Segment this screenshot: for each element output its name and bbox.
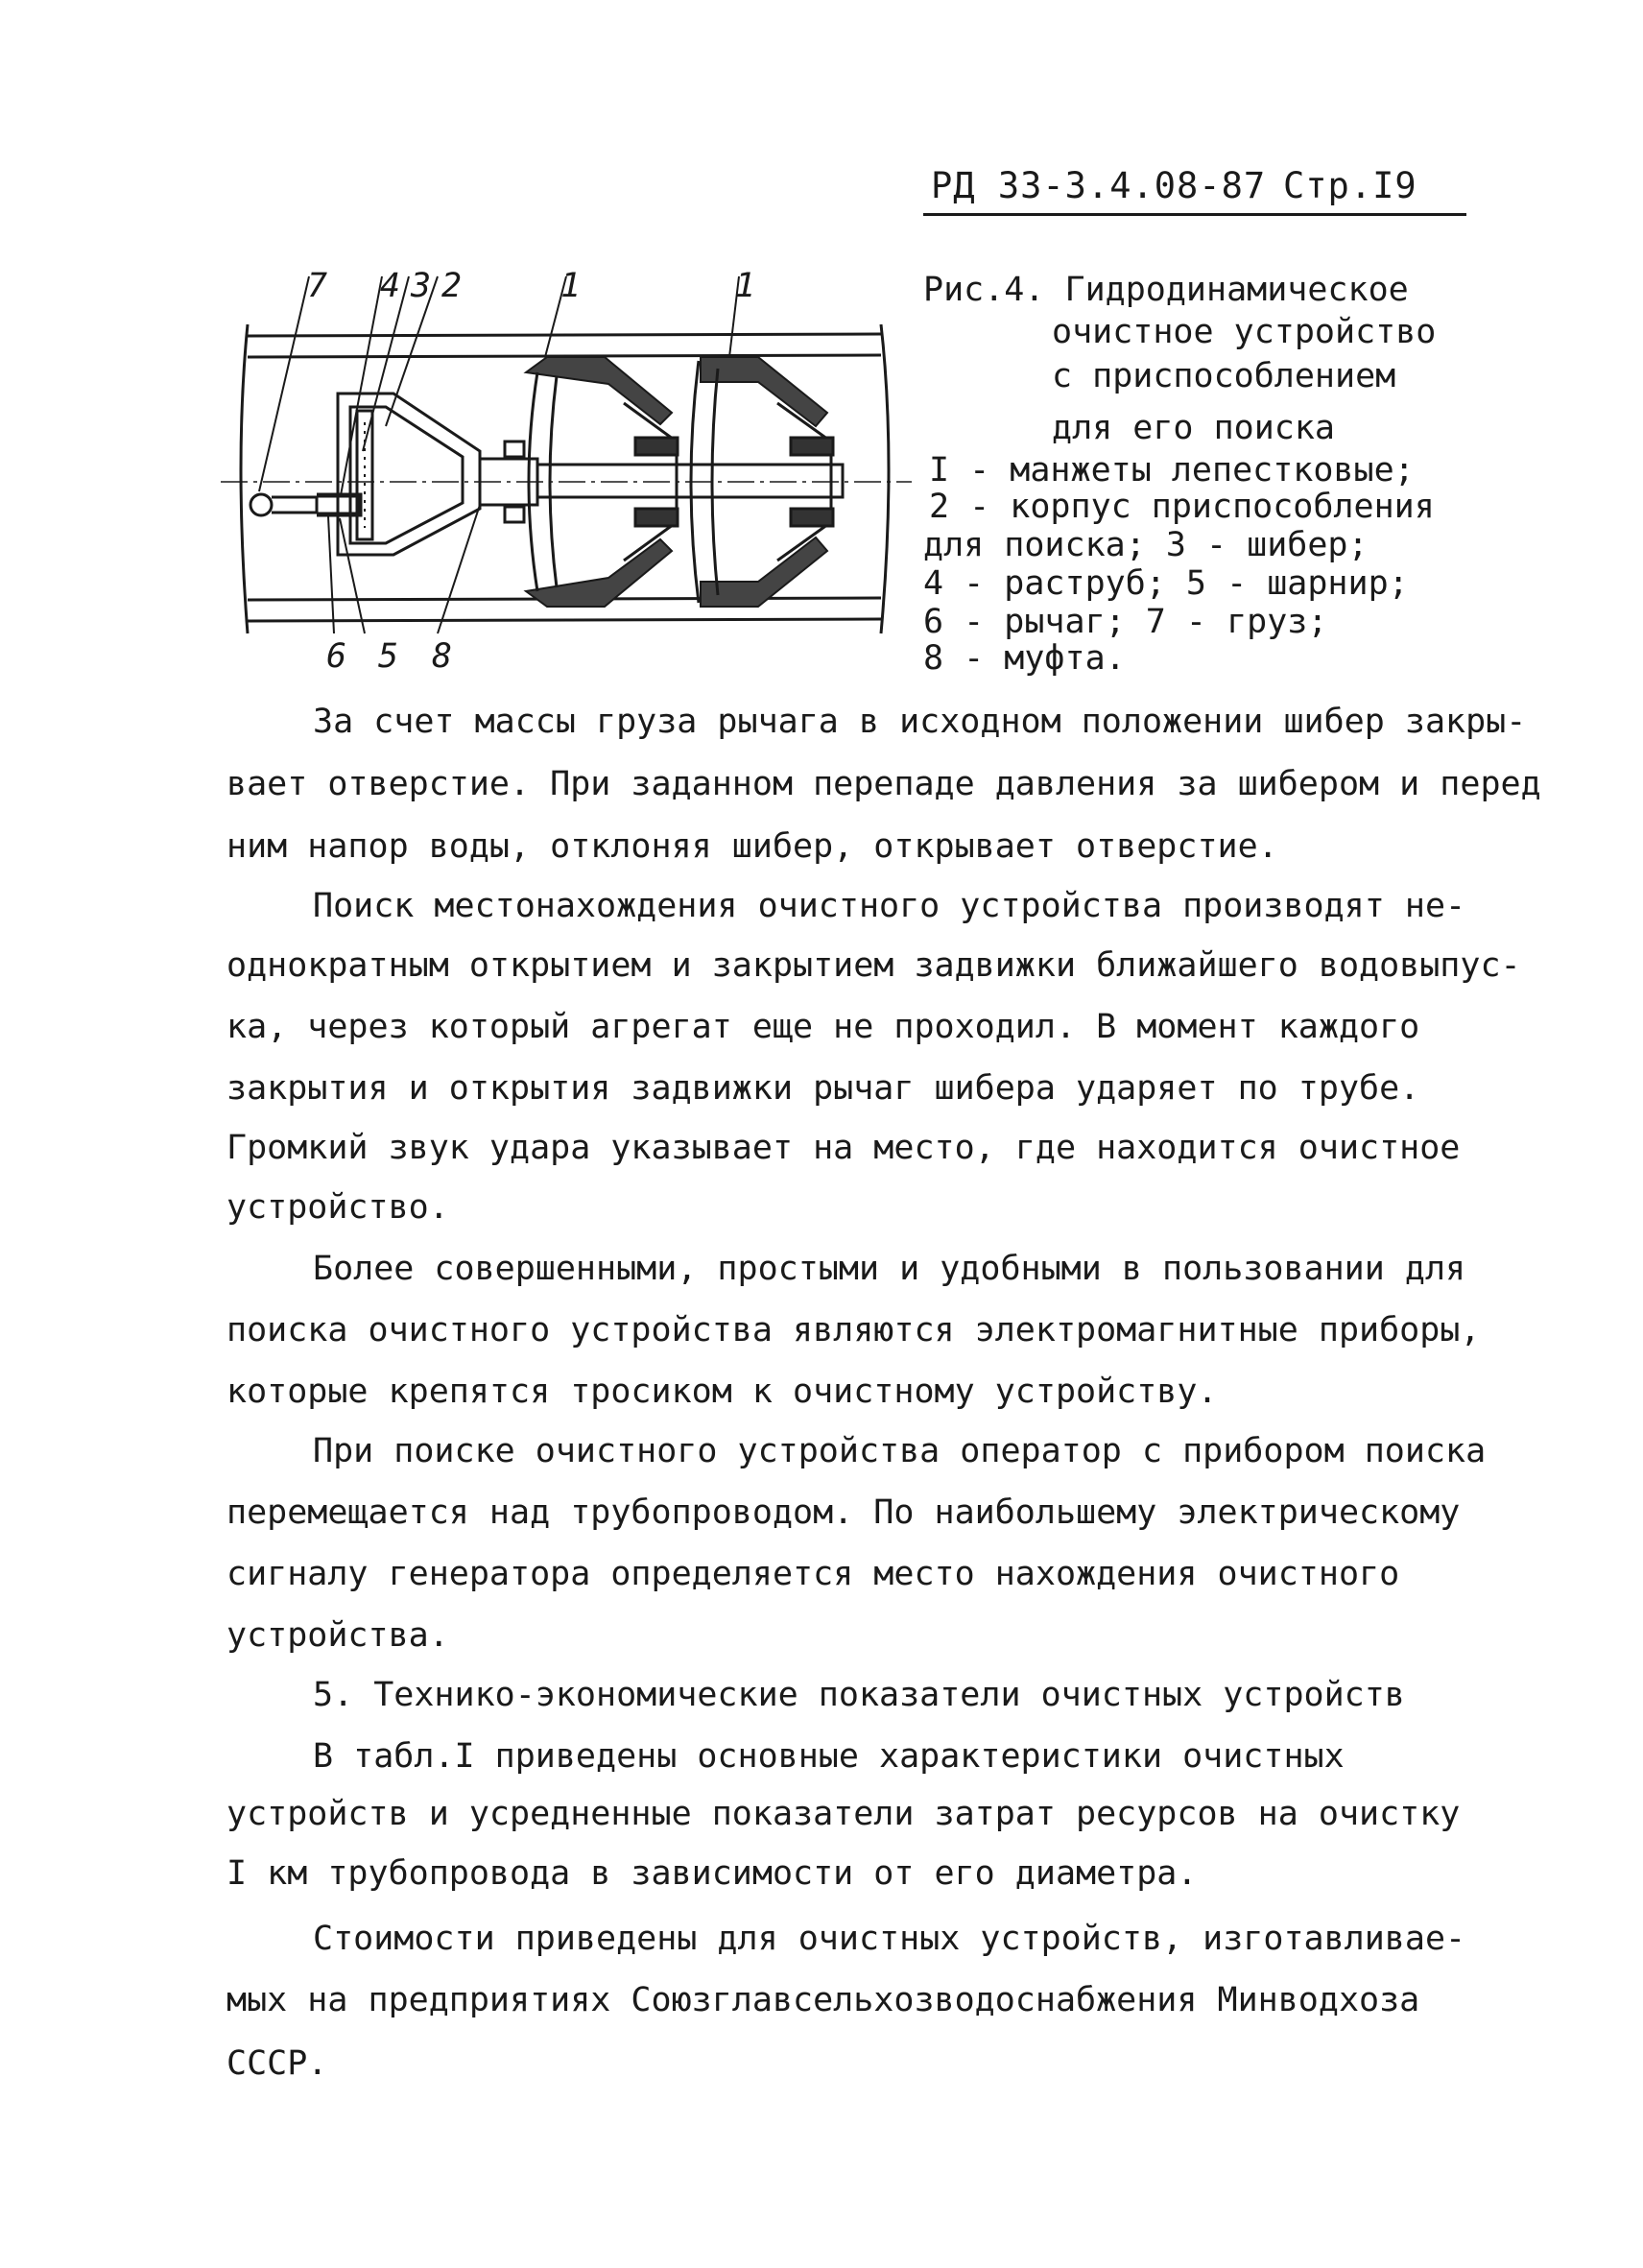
- legend-line: 2 - корпус приспособления: [929, 488, 1435, 526]
- body-line: устройств и усредненные показатели затрат ресурсов на очистку: [226, 1795, 1461, 1833]
- cleaning-device-diagram: [221, 269, 912, 672]
- body-line: устройство.: [226, 1188, 449, 1227]
- callout-7: 7: [307, 267, 328, 305]
- body-line: За счет массы груза рычага в исходном положении шибер закры-: [313, 703, 1527, 741]
- callout-5: 5: [378, 637, 399, 676]
- callout-1a: 1: [560, 267, 582, 305]
- body-line: сигналу генератора определяется место нахождения очистного: [226, 1555, 1400, 1593]
- figure-caption-line: очистное устройство: [1052, 313, 1437, 351]
- body-line: Поиск местонахождения очистного устройства производят не-: [313, 887, 1466, 925]
- body-line: I км трубопровода в зависимости от его диаметра.: [226, 1854, 1198, 1893]
- legend-line: для поиска; 3 - шибер;: [923, 526, 1369, 564]
- body-line: однократным открытием и закрытием задвижки ближайшего водовыпус-: [226, 946, 1521, 985]
- body-line: поиска очистного устройства являются электромагнитные приборы,: [226, 1311, 1481, 1349]
- legend-line: 8 - муфта.: [923, 639, 1126, 678]
- document-code: РД 33-3.4.08-87: [931, 165, 1267, 206]
- legend-line: 6 - рычаг; 7 - груз;: [923, 603, 1328, 641]
- callout-6: 6: [326, 637, 347, 676]
- callout-4: 4: [380, 267, 401, 305]
- body-line: ка, через который агрегат еще не проходил. В момент каждого: [226, 1008, 1420, 1046]
- callout-3: 3: [411, 267, 432, 305]
- legend-line: 4 - раструб; 5 - шарнир;: [923, 564, 1409, 603]
- figure-caption-line: для его поиска: [1052, 409, 1336, 447]
- page-number: Стр.I9: [1283, 165, 1417, 206]
- body-line: устройства.: [226, 1616, 449, 1655]
- figure-caption-line: с приспособлением: [1052, 357, 1396, 395]
- body-line: мых на предприятиях Союзглавсельхозводоснабжения Минводхоза: [226, 1981, 1420, 2019]
- body-line: Стоимости приведены для очистных устройств, изготавливае-: [313, 1920, 1466, 1958]
- body-line: вает отверстие. При заданном перепаде давления за шибером и перед: [226, 765, 1541, 803]
- body-line: перемещается над трубопроводом. По наибольшему электрическому: [226, 1493, 1461, 1532]
- body-line: которые крепятся тросиком к очистному устройству.: [226, 1373, 1218, 1411]
- figure-caption-line: Рис.4. Гидродинамическое: [923, 271, 1409, 309]
- body-line: СССР.: [226, 2044, 328, 2083]
- header-rule: [923, 213, 1466, 216]
- callout-8: 8: [432, 637, 453, 676]
- body-line: ним напор воды, отклоняя шибер, открывает отверстие.: [226, 827, 1278, 866]
- callout-1b: 1: [735, 267, 756, 305]
- body-line: В табл.I приведены основные характеристики очистных: [313, 1737, 1345, 1776]
- body-line: закрытия и открытия задвижки рычаг шибера ударяет по трубе.: [226, 1069, 1420, 1108]
- body-line: Более совершенными, простыми и удобными в пользовании для: [313, 1250, 1466, 1288]
- body-line: При поиске очистного устройства оператор с прибором поиска: [313, 1432, 1487, 1470]
- body-line: Громкий звук удара указывает на место, где находится очистное: [226, 1129, 1461, 1167]
- callout-2: 2: [441, 267, 463, 305]
- legend-line: I - манжеты лепестковые;: [929, 451, 1415, 489]
- section-heading: 5. Технико-экономические показатели очистных устройств: [313, 1676, 1405, 1714]
